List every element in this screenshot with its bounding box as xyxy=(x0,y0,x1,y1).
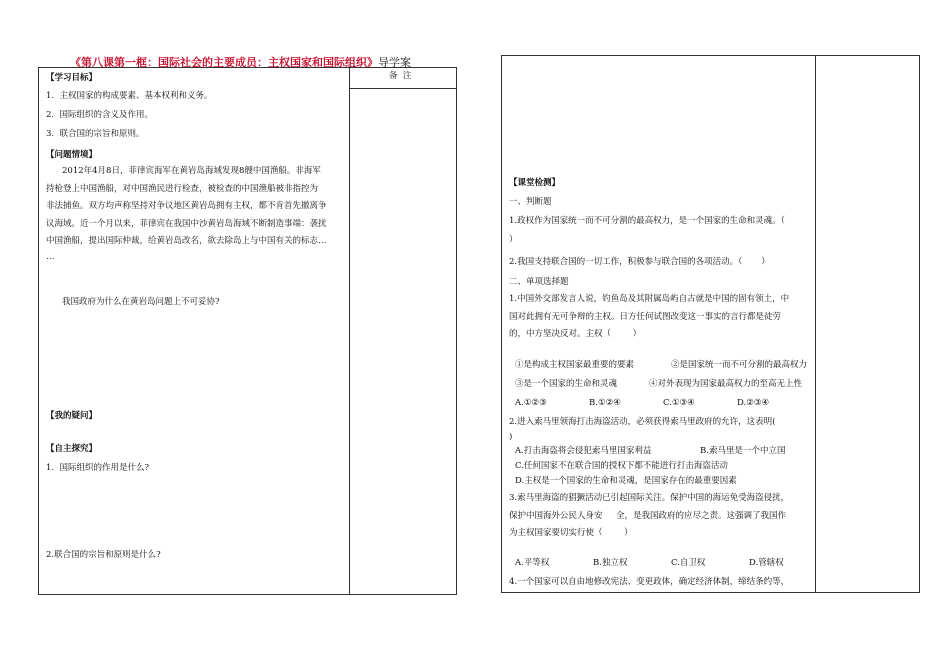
question-line: 国对此拥有无可争辩的主权。日方任何试图改变这一事实的言行都是徒劳 xyxy=(509,311,782,322)
situation-line: 议海域。近一个月以来，菲律宾在我国中沙黄岩岛海域不断制造事端：袭扰 xyxy=(46,218,327,229)
situation-text xyxy=(46,163,327,263)
situation-line: 中国渔船，提出国际仲裁，给黄岩岛改名，欲去除岛上与中国有关的标志… xyxy=(46,236,327,246)
title-suffix: 导学案 xyxy=(378,56,411,69)
left-notes-divider xyxy=(349,67,350,595)
q1-choice: B.①②④ xyxy=(589,398,621,408)
situation-line: 非法捕鱼。双方均声称坚持对争议地区黄岩岛拥有主权，都不肯首先撤离争 xyxy=(46,201,327,211)
judge-question-1: 1.政权作为国家统一而不可分割的最高权力，是一个国家的生命和灵魂。（ xyxy=(509,216,785,226)
title-main: 《第八课第一框：国际社会的主要成员：主权国家和国际组织》 xyxy=(70,56,378,69)
choice-question-3 xyxy=(509,490,789,543)
q3-choice: A.平等权 xyxy=(515,558,550,568)
q2-option-a: A.打击海盗将会侵犯索马里国家利益 xyxy=(515,446,652,456)
choice-question-1 xyxy=(509,291,789,344)
q2-option-b: B.索马里是一个中立国 xyxy=(700,446,786,456)
question-line: 的，中方坚决反对。主权（ ） xyxy=(509,329,642,339)
learning-goal-item: 2. 国际组织的含义及作用。 xyxy=(46,110,154,120)
notes-label: 备 注 xyxy=(389,71,412,81)
q1-statement-1: ①是构成主权国家最重要的要素 xyxy=(515,360,635,370)
q1-choice: D.②③④ xyxy=(737,398,770,408)
q2-option-d: D.主权是一个国家的生命和灵魂，是国家存在的最重要因素 xyxy=(515,476,737,486)
q1-statement-3: ③是一个国家的生命和灵魂 xyxy=(515,379,618,389)
choice-question-4: 4.一个国家可以自由地修改宪法、变更政体，确定经济体制，缔结条约等， xyxy=(509,577,790,587)
explore-question-1: 1. 国际组织的作用是什么? xyxy=(46,463,150,473)
q1-choice: A.①②③ xyxy=(515,398,547,408)
situation-heading: 【问题情境】 xyxy=(46,150,98,160)
q2-option-c: C.任何国家不在联合国的授权下都不能进行打击海盗活动 xyxy=(515,461,728,471)
right-notes-divider xyxy=(815,55,816,593)
my-questions-heading: 【我的疑问】 xyxy=(46,411,98,421)
question-line: 保护中国海外公民人身安 全，是我国政府的应尽之责。这强调了我国作 xyxy=(509,510,787,521)
q3-choice: B.独立权 xyxy=(593,558,628,568)
judge-question-2: 2.我国支持联合国的一切工作，积极参与联合国的各项活动。（ ） xyxy=(509,257,770,267)
situation-line: 持枪登上中国渔船，对中国渔民进行检查，被检查的中国渔船被非指控为 xyxy=(46,183,319,194)
q1-choice: C.①③④ xyxy=(663,398,695,408)
q1-statement-4: ④对外表现为国家最高权力的至高无上性 xyxy=(649,379,803,389)
situation-question: 我国政府为什么在黄岩岛问题上不可妥协? xyxy=(62,297,220,307)
learning-goal-item: 1. 主权国家的构成要素、基本权利和义务。 xyxy=(46,91,213,101)
choice-question-2-close: ) xyxy=(509,432,513,442)
question-line: 1.中国外交部发言人说，钓鱼岛及其附属岛屿自古就是中国的固有领土，中 xyxy=(509,294,790,304)
part-two-label: 二、单项选择题 xyxy=(509,277,569,287)
explore-question-2: 2.联合国的宗旨和原则是什么? xyxy=(46,550,161,560)
left-page-frame xyxy=(38,67,457,595)
situation-line: 2012年4月8日，菲律宾海军在黄岩岛海域发现8艘中国渔船。非海军 xyxy=(62,166,321,176)
question-line: 为主权国家要切实行使（ ） xyxy=(509,528,633,538)
situation-line: … xyxy=(46,251,55,262)
class-test-heading: 【课堂检测】 xyxy=(509,178,561,188)
question-line: 3.索马里海盗的猖獗活动已引起国际关注。保护中国的海运免受海盗侵扰， xyxy=(509,493,790,503)
choice-question-2: 2.进入索马里领海打击海盗活动，必须获得索马里政府的允许，这表明( xyxy=(509,417,776,427)
self-explore-heading: 【自主探究】 xyxy=(46,444,98,454)
q3-choice: D.管辖权 xyxy=(749,558,784,568)
part-one-label: 一、判断题 xyxy=(509,197,552,207)
q1-statement-2: ②是国家统一而不可分割的最高权力 xyxy=(671,360,808,370)
learning-goal-item: 3. 联合国的宗旨和原则。 xyxy=(46,129,145,139)
left-notes-header-rule xyxy=(349,88,456,89)
judge-question-1-close: ） xyxy=(509,235,518,245)
q3-choice: C.自卫权 xyxy=(671,558,706,568)
learning-goals-heading: 【学习目标】 xyxy=(46,73,98,83)
